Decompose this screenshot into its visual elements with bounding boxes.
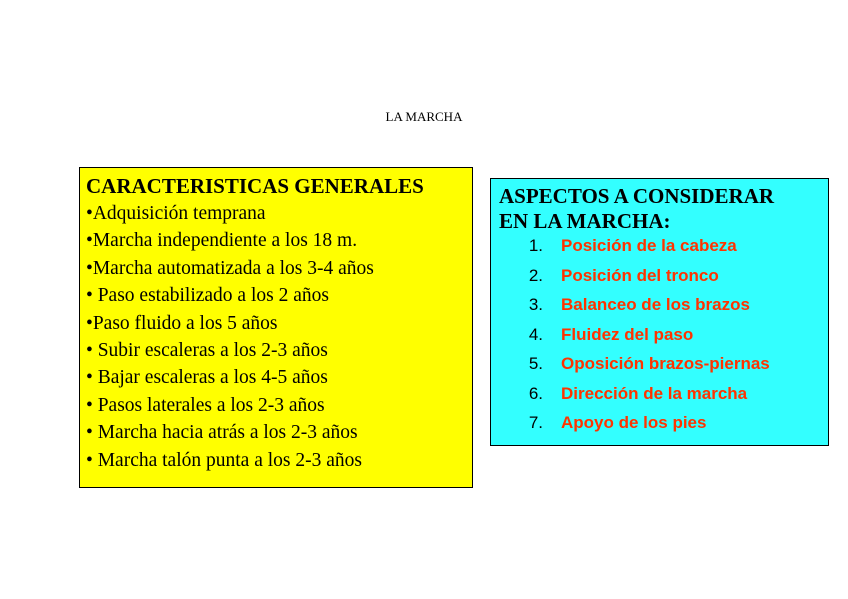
aspects-heading-line2: EN LA MARCHA: bbox=[499, 209, 671, 233]
list-item-text: Fluidez del paso bbox=[561, 324, 694, 344]
list-item: •Adquisición temprana bbox=[86, 203, 266, 224]
list-item-number: 5. bbox=[528, 354, 543, 373]
list-item: • Pasos laterales a los 2-3 años bbox=[86, 394, 325, 416]
list-item-text: Apoyo de los pies bbox=[561, 413, 707, 432]
aspects-list bbox=[499, 236, 828, 443]
list-item bbox=[499, 384, 828, 414]
general-characteristics-list bbox=[86, 200, 472, 474]
list-item: • Marcha talón punta a los 2-3 años bbox=[86, 449, 362, 471]
page-title: LA MARCHA bbox=[385, 109, 463, 124]
list-item: •Marcha independiente a los 18 m. bbox=[86, 230, 358, 252]
list-item-text: Dirección de la marcha bbox=[561, 383, 748, 403]
list-item-number: 6. bbox=[528, 383, 543, 403]
list-item bbox=[499, 266, 828, 296]
list-item: • Subir escaleras a los 2-3 años bbox=[86, 340, 328, 362]
list-item: • Bajar escaleras a los 4-5 años bbox=[86, 367, 328, 389]
aspects-to-consider-box bbox=[490, 178, 829, 446]
list-item-number: 7. bbox=[528, 413, 543, 432]
list-item-text: Posición del tronco bbox=[561, 265, 719, 285]
list-item: •Paso fluido a los 5 años bbox=[86, 312, 278, 334]
list-item bbox=[499, 295, 828, 325]
list-item-text: Posición de la cabeza bbox=[561, 236, 737, 255]
list-item-number: 4. bbox=[528, 324, 543, 344]
general-characteristics-box bbox=[79, 167, 473, 488]
list-item-number: 1. bbox=[528, 236, 543, 255]
general-characteristics-heading: CARACTERISTICAS GENERALES bbox=[86, 174, 424, 198]
aspects-heading-line1: ASPECTOS A CONSIDERAR bbox=[499, 184, 775, 208]
list-item bbox=[499, 325, 828, 355]
list-item: • Marcha hacia atrás a los 2-3 años bbox=[86, 422, 358, 444]
list-item-number: 3. bbox=[528, 295, 543, 314]
list-item bbox=[499, 236, 828, 266]
list-item: •Marcha automatizada a los 3-4 años bbox=[86, 257, 374, 279]
list-item-number: 2. bbox=[528, 265, 543, 285]
list-item-text: Oposición brazos-piernas bbox=[561, 354, 770, 373]
list-item bbox=[499, 413, 828, 443]
list-item bbox=[499, 354, 828, 384]
list-item-text: Balanceo de los brazos bbox=[561, 295, 750, 314]
list-item: • Paso estabilizado a los 2 años bbox=[86, 285, 329, 307]
